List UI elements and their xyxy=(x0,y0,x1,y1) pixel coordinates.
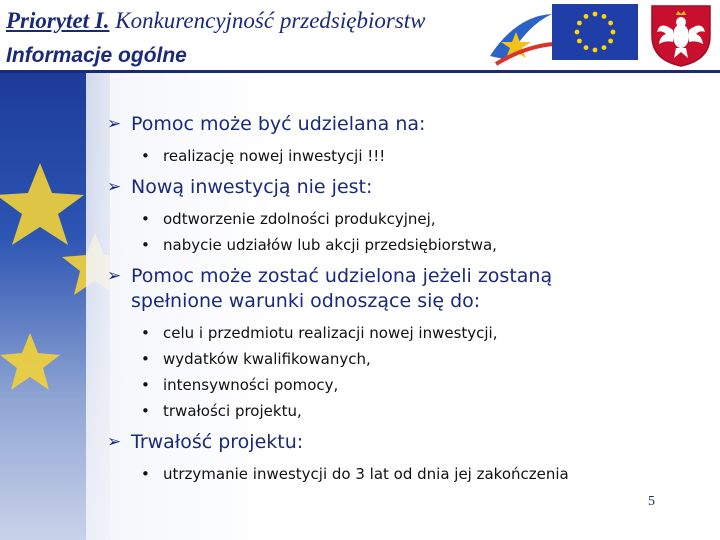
list-item-text: nabycie udziałów lub akcji przedsiębiorstwa, xyxy=(163,236,497,254)
list-item xyxy=(107,206,707,232)
bullet-icon: • xyxy=(141,402,150,420)
list-item-text: wydatków kwalifikowanych, xyxy=(163,350,371,368)
section-heading xyxy=(107,112,707,137)
list-item xyxy=(107,461,707,487)
list-item-text: celu i przedmiotu realizacji nowej inwestycji, xyxy=(163,324,498,342)
heading-text: Pomoc może zostać udzielona jeżeli zostaną xyxy=(131,265,553,287)
arrow-bullet-icon: ➢ xyxy=(107,432,122,452)
bullet-icon: • xyxy=(141,465,150,483)
title-rest: Konkurencyjność przedsiębiorstw xyxy=(109,8,426,33)
page-number: 5 xyxy=(648,494,655,509)
list-item xyxy=(107,143,707,169)
section-heading xyxy=(107,430,707,455)
list-item-text: odtworzenie zdolności produkcyjnej, xyxy=(163,210,436,228)
bullet-icon: • xyxy=(141,236,150,254)
slide-title xyxy=(6,8,426,34)
section-heading xyxy=(107,264,707,289)
heading-text: spełnione warunki odnoszące się do: xyxy=(131,290,481,312)
arrow-bullet-icon: ➢ xyxy=(107,114,122,134)
arrow-bullet-icon: ➢ xyxy=(107,266,122,286)
header-rule xyxy=(0,70,720,73)
heading-text: Trwałość projektu: xyxy=(131,431,304,453)
arrow-bullet-icon: ➢ xyxy=(107,177,122,197)
coat-of-arms-icon xyxy=(648,2,714,68)
slide-content xyxy=(107,112,707,487)
list-item-text: realizację nowej inwestycji !!! xyxy=(163,147,386,165)
slide-subtitle: Informacje ogólne xyxy=(6,44,187,67)
list-item xyxy=(107,372,707,398)
section-heading xyxy=(107,175,707,200)
list-item xyxy=(107,232,707,258)
list-item-text: utrzymanie inwestycji do 3 lat od dnia jej zakończenia xyxy=(163,465,569,483)
heading-text: Nową inwestycją nie jest: xyxy=(131,176,373,198)
bullet-icon: • xyxy=(141,350,150,368)
bullet-icon: • xyxy=(141,210,150,228)
bullet-icon: • xyxy=(141,376,150,394)
section-heading-continued xyxy=(107,289,707,314)
list-item xyxy=(107,398,707,424)
list-item xyxy=(107,346,707,372)
list-item xyxy=(107,320,707,346)
structural-funds-logo-icon xyxy=(486,6,556,66)
bullet-icon: • xyxy=(141,147,150,165)
list-item-text: trwałości projektu, xyxy=(163,402,302,420)
title-strong: Priorytet I. xyxy=(6,8,110,33)
eu-flag-icon xyxy=(552,4,638,60)
bullet-icon: • xyxy=(141,324,150,342)
list-item-text: intensywności pomocy, xyxy=(163,376,339,394)
slide-header xyxy=(0,0,720,70)
heading-text: Pomoc może być udzielana na: xyxy=(131,113,426,135)
